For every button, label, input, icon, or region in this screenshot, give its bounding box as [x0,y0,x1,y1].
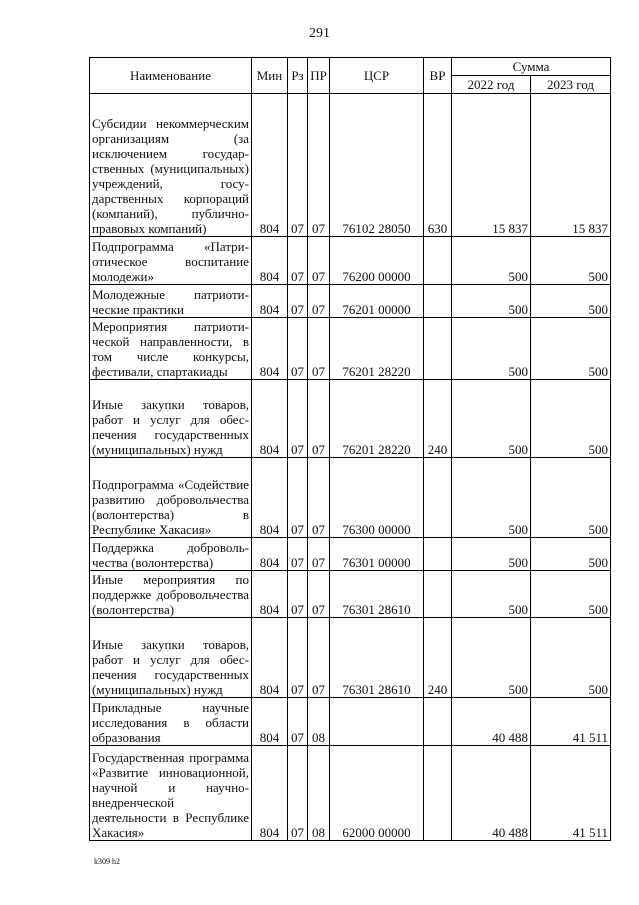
row-name: Субсидии некоммерческим организациям (за исключением государственных (муниципальных) учреждений, государственных корпораций (компаний), публично-правовых компаний) [90,94,252,237]
row-csr: 76201 00000 [330,285,424,318]
row-sum-2022: 15 837 [452,94,531,237]
row-sum-2023: 500 [531,458,611,538]
row-pr: 07 [308,318,330,380]
row-vr [424,571,452,618]
header-rz: Рз [288,58,308,94]
header-csr: ЦСР [330,58,424,94]
row-sum-2022: 500 [452,318,531,380]
row-sum-2023: 500 [531,380,611,458]
row-rz: 07 [288,380,308,458]
row-sum-2023: 500 [531,285,611,318]
row-csr: 76102 28050 [330,94,424,237]
row-min: 804 [252,618,288,698]
page-number: 291 [309,26,330,41]
row-sum-2023: 500 [531,571,611,618]
table-row [90,237,611,285]
row-csr: 76201 28220 [330,380,424,458]
row-pr: 07 [308,618,330,698]
row-pr: 07 [308,94,330,237]
row-min: 804 [252,538,288,571]
row-vr [424,285,452,318]
row-csr: 76301 28610 [330,618,424,698]
row-rz: 07 [288,538,308,571]
row-min: 804 [252,94,288,237]
row-vr [424,458,452,538]
row-min: 804 [252,285,288,318]
row-min: 804 [252,746,288,841]
row-vr [424,237,452,285]
row-rz: 07 [288,318,308,380]
row-name: Государственная программа «Развитие инновационной, научной и научно-внедренческой деятельности в Республике Хакасия» [90,746,252,841]
table-row [90,571,611,618]
row-pr: 07 [308,571,330,618]
row-pr: 07 [308,237,330,285]
row-sum-2022: 500 [452,380,531,458]
table-row [90,538,611,571]
row-sum-2023: 41 511 [531,746,611,841]
row-sum-2023: 500 [531,318,611,380]
row-pr: 08 [308,698,330,746]
row-name: Молодежные патриотические практики [90,285,252,318]
row-rz: 07 [288,618,308,698]
row-sum-2023: 500 [531,538,611,571]
row-rz: 07 [288,698,308,746]
row-rz: 07 [288,571,308,618]
row-pr: 07 [308,538,330,571]
row-vr: 630 [424,94,452,237]
header-pr: ПР [308,58,330,94]
row-sum-2022: 500 [452,538,531,571]
row-name: Поддержка добровольчества (волонтерства) [90,538,252,571]
row-min: 804 [252,698,288,746]
row-csr: 62000 00000 [330,746,424,841]
header-row [90,58,611,76]
header-min: Мин [252,58,288,94]
row-pr: 07 [308,285,330,318]
row-sum-2022: 500 [452,618,531,698]
row-rz: 07 [288,746,308,841]
header-sum: Сумма [452,58,611,76]
row-rz: 07 [288,94,308,237]
row-vr [424,538,452,571]
row-name: Иные мероприятия по поддержке добровольчества (волонтерства) [90,571,252,618]
row-vr: 240 [424,380,452,458]
row-min: 804 [252,237,288,285]
table-row [90,618,611,698]
row-sum-2022: 40 488 [452,746,531,841]
table-row [90,458,611,538]
table-row [90,318,611,380]
row-csr: 76300 00000 [330,458,424,538]
row-vr [424,318,452,380]
row-name: Иные закупки товаров, работ и услуг для обеспечения государственных (муниципальных) нужд [90,618,252,698]
row-sum-2023: 500 [531,618,611,698]
table-row [90,94,611,237]
row-csr: 76200 00000 [330,237,424,285]
row-rz: 07 [288,237,308,285]
row-vr: 240 [424,618,452,698]
row-sum-2022: 500 [452,458,531,538]
budget-table [89,57,611,841]
row-name: Подпрограмма «Патриотическое воспитание молодежи» [90,237,252,285]
table-row [90,380,611,458]
row-sum-2023: 500 [531,237,611,285]
row-pr: 08 [308,746,330,841]
row-name: Иные закупки товаров, работ и услуг для обеспечения государственных (муниципальных) нужд [90,380,252,458]
row-vr [424,746,452,841]
row-sum-2023: 15 837 [531,94,611,237]
row-name: Мероприятия патриотической направленности, в том числе конкурсы, фестивали, спартакиады [90,318,252,380]
footer-code: k309 h2 [94,857,120,866]
table-row [90,746,611,841]
row-rz: 07 [288,285,308,318]
row-csr [330,698,424,746]
row-csr: 76301 28610 [330,571,424,618]
row-name: Подпрограмма «Содействие развитию добровольчества (волонтерства) в Республике Хакасия» [90,458,252,538]
table-row [90,698,611,746]
row-min: 804 [252,571,288,618]
table-row [90,285,611,318]
row-sum-2022: 500 [452,285,531,318]
row-rz: 07 [288,458,308,538]
row-name: Прикладные научные исследования в области образования [90,698,252,746]
row-pr: 07 [308,458,330,538]
header-vr: ВР [424,58,452,94]
row-sum-2022: 500 [452,237,531,285]
header-year-2022: 2022 год [452,76,531,94]
row-csr: 76301 00000 [330,538,424,571]
row-pr: 07 [308,380,330,458]
row-min: 804 [252,380,288,458]
row-csr: 76201 28220 [330,318,424,380]
row-min: 804 [252,458,288,538]
row-sum-2022: 40 488 [452,698,531,746]
row-vr [424,698,452,746]
row-sum-2023: 41 511 [531,698,611,746]
row-sum-2022: 500 [452,571,531,618]
row-min: 804 [252,318,288,380]
header-name: Наименование [90,58,252,94]
header-year-2023: 2023 год [531,76,611,94]
